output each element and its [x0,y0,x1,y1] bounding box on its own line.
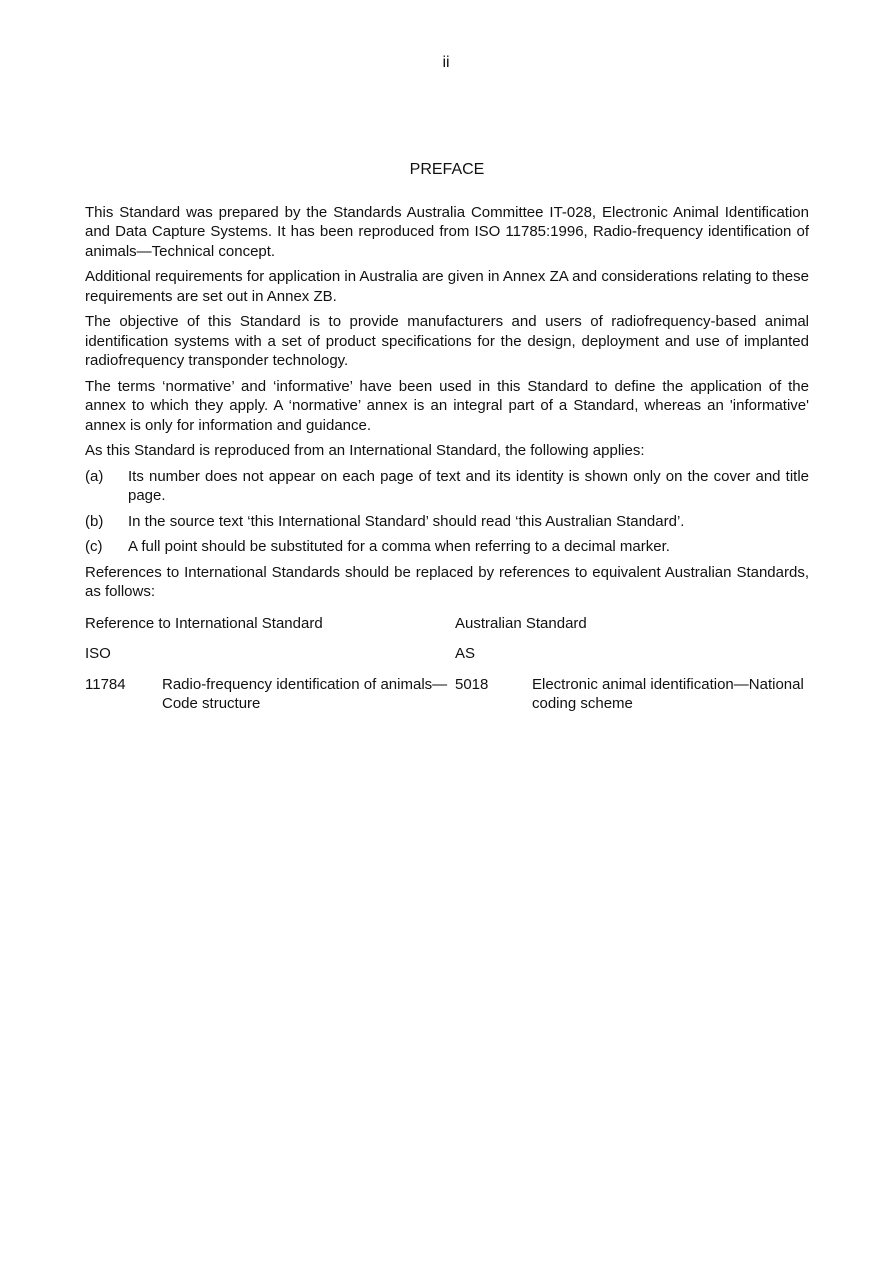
as-title: Electronic animal identification—National coding scheme [532,675,804,712]
preface-paragraph-5: As this Standard is reproduced from an International Standard, the following applies: [85,442,645,459]
list-item [85,537,809,557]
references-paragraph: References to International Standards should be replaced by references to equivalent Australian Standards, as follows: [85,563,809,600]
table-row [85,675,809,714]
list-item-label: (a) [85,467,104,485]
reference-table [85,614,809,714]
applies-list [85,467,809,557]
list-item-label: (c) [85,538,103,555]
iso-number: 11784 [85,675,126,693]
preface-heading: PREFACE [409,161,485,178]
table-header-row [85,614,809,645]
list-item-label: (b) [85,512,104,530]
page-number: ii [442,54,450,71]
preface-paragraph-3: The objective of this Standard is to provide manufacturers and users of radiofrequency-based animal identification systems with a set of product specifications for the design, deployment and use of implanted radiofrequency transponder technology. [85,313,809,369]
list-item [85,512,809,532]
list-item [85,467,809,506]
right-column-subheader: AS [455,645,476,662]
right-column-header: Australian Standard [455,614,587,632]
as-number: 5018 [455,675,489,693]
list-item-text: A full point should be substituted for a comma when referring to a decimal marker. [128,538,670,555]
list-item-text: Its number does not appear on each page of text and its identity is shown only on the cover and title page. [128,467,809,504]
iso-title: Radio-frequency identification of animals—Code structure [162,675,448,712]
left-column-subheader: ISO [85,645,111,662]
list-item-text: In the source text ‘this International Standard’ should read ‘this Australian Standard’. [128,512,685,530]
left-column-header: Reference to International Standard [85,614,323,632]
preface-paragraph-1: This Standard was prepared by the Standards Australia Committee IT-028, Electronic Animal Identification and Data Capture Systems. It has been reproduced from ISO 11785:1996, Radio-frequency identification of animals—Technical concept. [85,203,809,260]
preface-paragraph-4: The terms ‘normative’ and ‘informative’ have been used in this Standard to define the application of the annex to which they apply. A ‘normative’ annex is an integral part of a Standard, whereas an 'informative' annex is only for information and guidance. [85,377,809,434]
table-subheader-row [85,644,809,675]
preface-paragraph-2: Additional requirements for application in Australia are given in Annex ZA and considerations relating to these requirements are set out in Annex ZB. [85,268,809,305]
preface-section [85,160,809,714]
